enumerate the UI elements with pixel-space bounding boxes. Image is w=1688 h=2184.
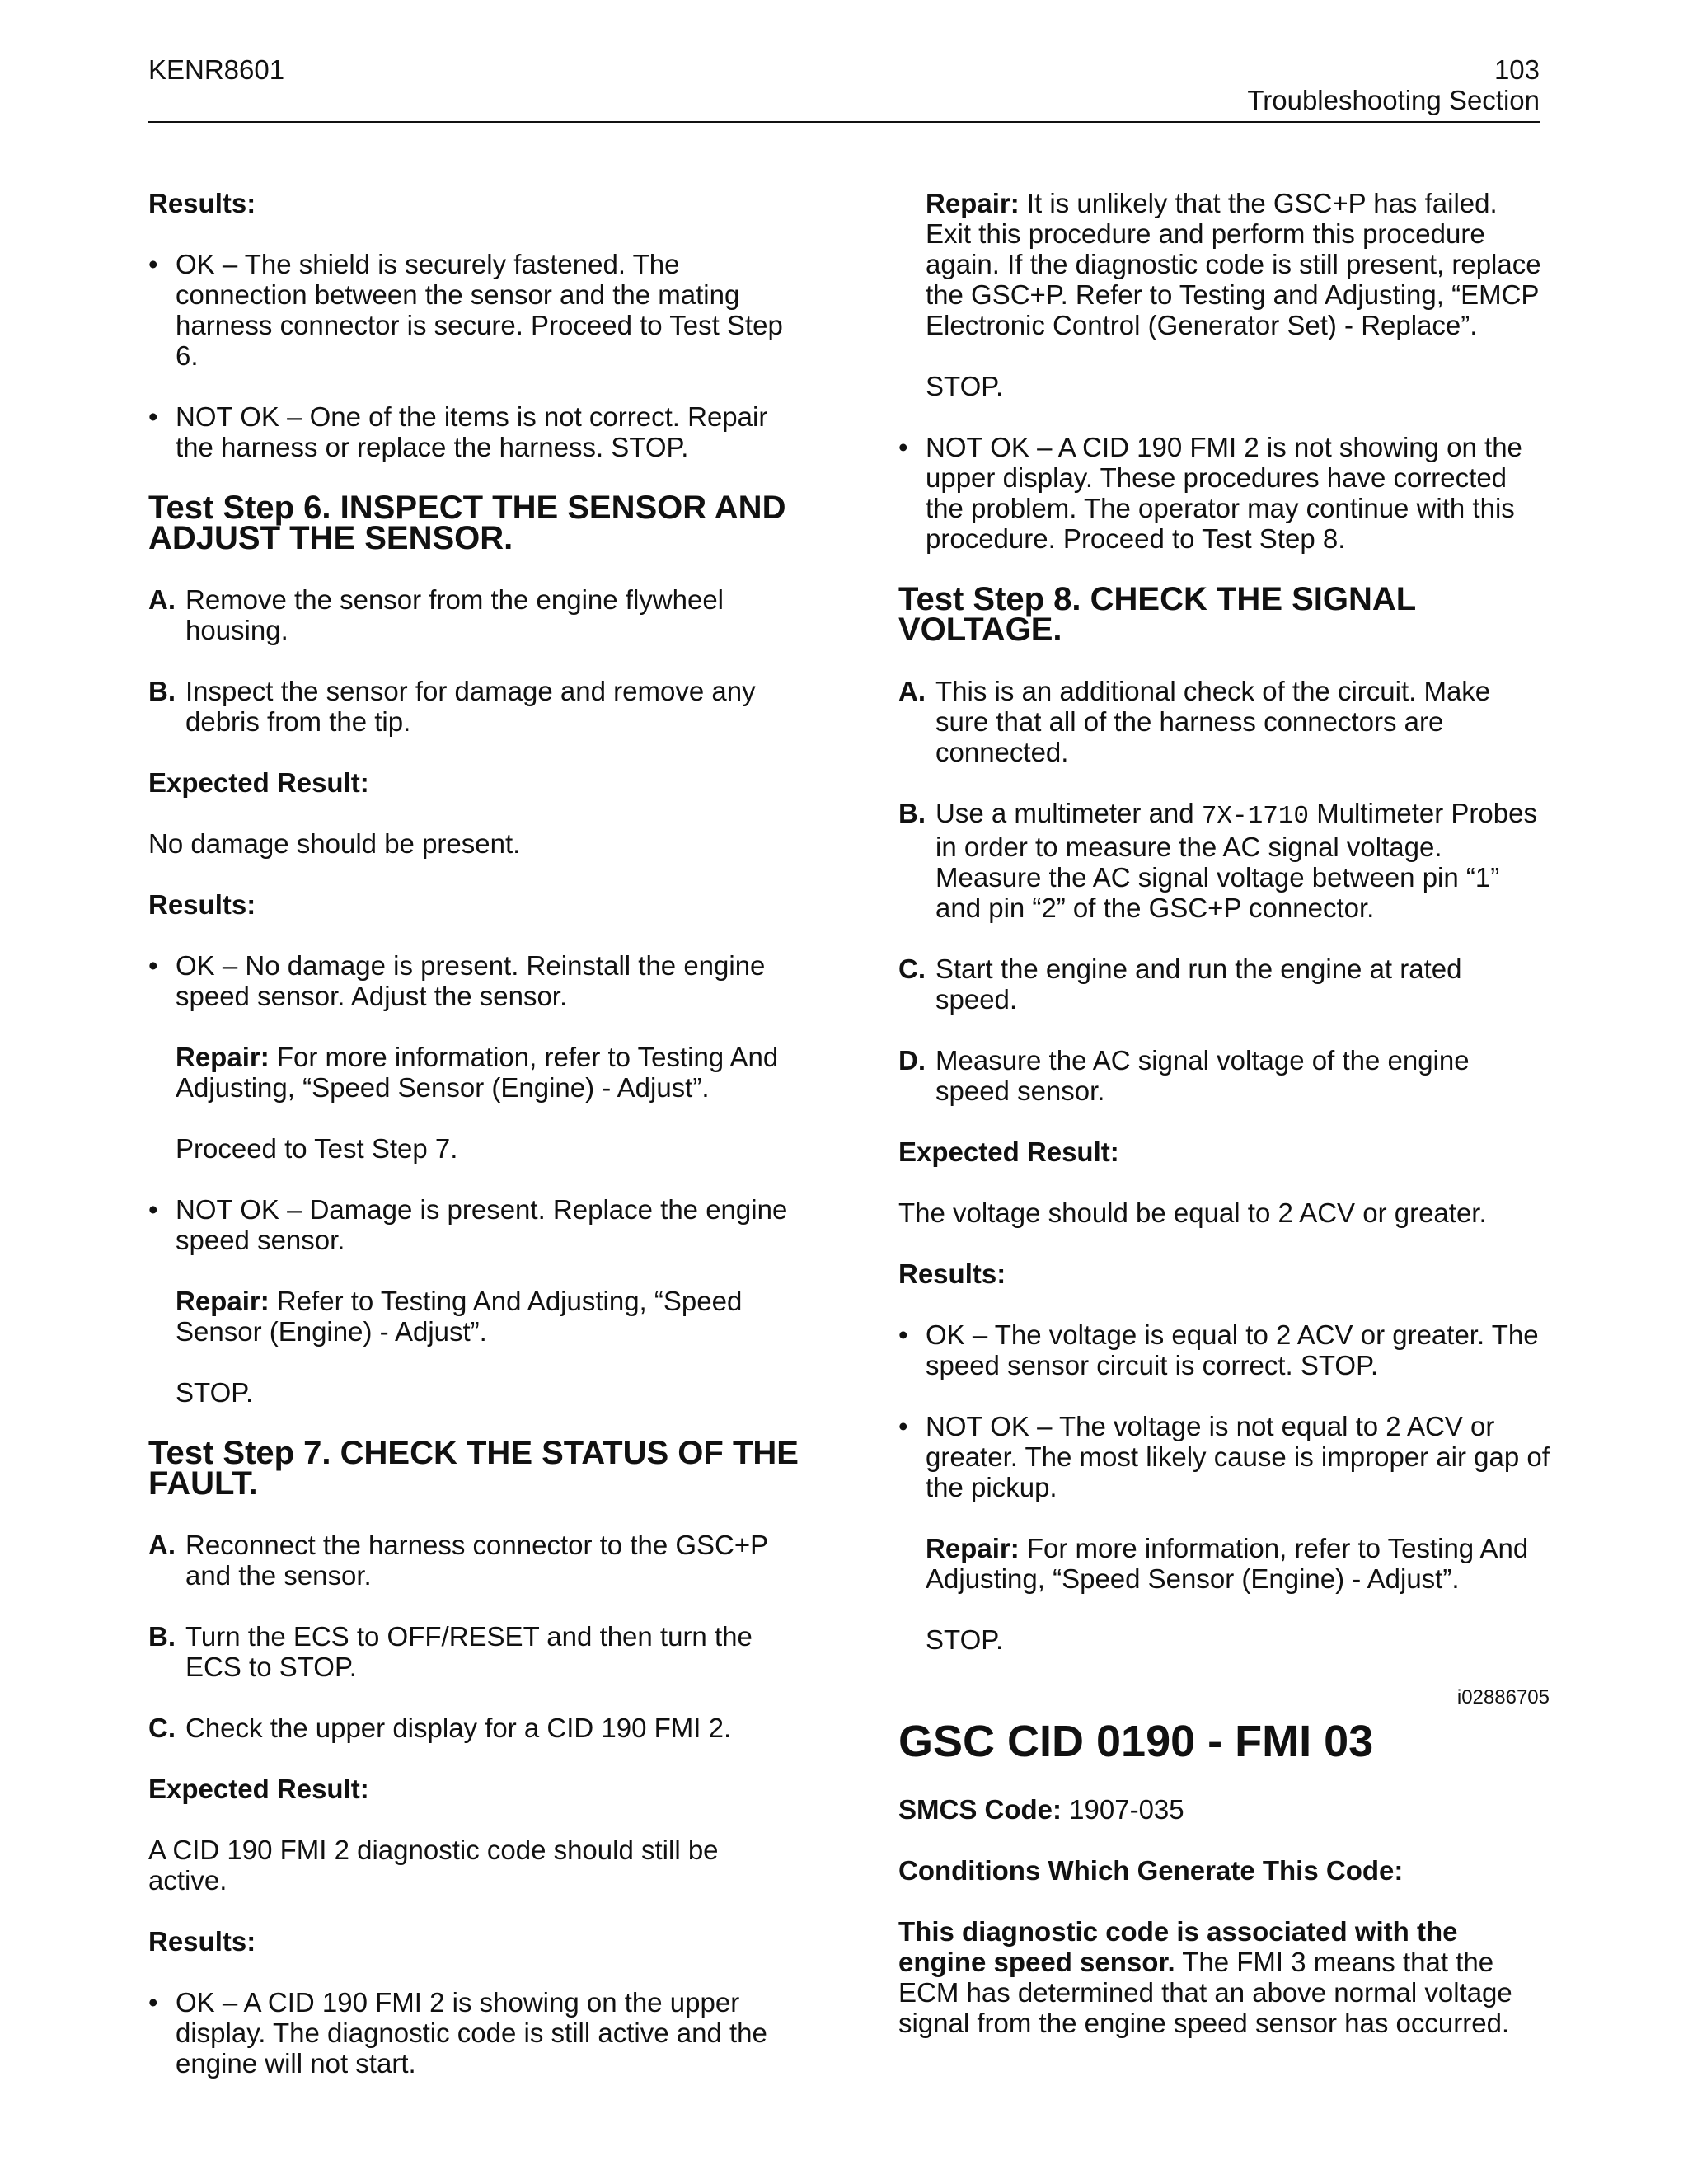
part-number: 7X-1710 xyxy=(1201,802,1310,831)
section-title: Troubleshooting Section xyxy=(1247,85,1540,115)
step-text: Start the engine and run the engine at rated speed. xyxy=(935,954,1462,1015)
step-text: Multimeter Probes in order to measure the AC signal voltage. Measure the AC signal voltage between pin “1” and pin “2” of the GSC+P connector. xyxy=(935,798,1537,923)
expected-result-text: No damage should be present. xyxy=(148,828,521,859)
step-letter: B. xyxy=(148,1621,176,1652)
stop-note: STOP. xyxy=(926,371,1004,401)
left-column xyxy=(148,188,799,2109)
stop-note: STOP. xyxy=(926,1624,1004,1655)
results-label: Results: xyxy=(148,889,256,920)
step-text: Remove the sensor from the engine flywheel housing. xyxy=(185,584,724,645)
repair-text: Refer to Testing And Adjusting, “Speed Sensor (Engine) - Adjust”. xyxy=(176,1286,743,1347)
results-label: Results: xyxy=(148,188,256,218)
procedure-step xyxy=(148,676,799,737)
step-letter: B. xyxy=(898,798,926,828)
repair-label: Repair: xyxy=(926,188,1020,218)
step-text: Check the upper display for a CID 190 FMI 2. xyxy=(185,1713,732,1743)
step-letter: D. xyxy=(898,1045,926,1076)
step-letter: A. xyxy=(898,676,926,706)
results-list xyxy=(898,432,1550,554)
results-label: Results: xyxy=(148,1926,256,1957)
results-label: Results: xyxy=(898,1258,1006,1289)
document-id: KENR8601 xyxy=(148,54,285,85)
stop-note: STOP. xyxy=(176,1377,254,1408)
list-item xyxy=(898,1411,1550,1655)
procedure-step xyxy=(148,584,799,645)
procedure-step xyxy=(898,798,1550,923)
step-text: Use a multimeter and xyxy=(935,798,1194,828)
procedure-step xyxy=(898,1045,1550,1106)
list-item: • OK – The voltage is equal to 2 ACV or greater. The speed sensor circuit is correct. STOP. xyxy=(898,1319,1550,1380)
step-letter: A. xyxy=(148,584,176,615)
conditions-text xyxy=(898,1916,1550,2038)
header-divider xyxy=(148,121,1540,123)
list-item-text: • NOT OK – Damage is present. Replace the engine speed sensor. xyxy=(176,1194,788,1255)
procedure-step xyxy=(148,1530,799,1591)
step-text: Turn the ECS to OFF/RESET and then turn the ECS to STOP. xyxy=(185,1621,753,1682)
list-item: • NOT OK – One of the items is not correct. Repair the harness or replace the harness. STOP. xyxy=(148,401,799,462)
list-item xyxy=(148,1194,799,1408)
conditions-bold-text: This diagnostic code is associated with the engine speed sensor. xyxy=(898,1916,1458,1977)
expected-result-label: Expected Result: xyxy=(898,1137,1119,1167)
repair-note xyxy=(176,1042,799,1103)
step-letter: C. xyxy=(148,1713,176,1743)
list-item: • OK – A CID 190 FMI 2 is showing on the upper display. The diagnostic code is still active and the engine will not start. xyxy=(148,1987,799,2079)
step-letter: C. xyxy=(898,954,926,984)
repair-label: Repair: xyxy=(926,1533,1020,1563)
repair-text: For more information, refer to Testing And Adjusting, “Speed Sensor (Engine) - Adjust”. xyxy=(176,1042,779,1103)
repair-note xyxy=(926,188,1550,340)
page-number: 103 xyxy=(1493,54,1540,85)
code-title: GSC CID 0190 - FMI 03 xyxy=(898,1717,1374,1766)
list-item-text: • OK – No damage is present. Reinstall the engine speed sensor. Adjust the sensor. xyxy=(176,950,766,1011)
repair-text: It is unlikely that the GSC+P has failed. Exit this procedure and perform this procedure again. If the diagnostic code is still present, replace the GSC+P. Refer to Testing and Adjusting, “EMCP Electronic Control (Generator Set) - Replace”. xyxy=(926,188,1541,340)
repair-label: Repair: xyxy=(176,1042,270,1072)
list-item xyxy=(148,950,799,1164)
results-list xyxy=(148,950,799,1408)
repair-label: Repair: xyxy=(176,1286,270,1316)
step-text: Measure the AC signal voltage of the engine speed sensor. xyxy=(935,1045,1470,1106)
step-text: Reconnect the harness connector to the GSC+P and the sensor. xyxy=(185,1530,768,1591)
results-list xyxy=(148,249,799,462)
procedure-step xyxy=(148,1713,799,1743)
test-step-heading: Test Step 6. INSPECT THE SENSOR AND ADJUST THE SENSOR. xyxy=(148,490,786,556)
step-letter: B. xyxy=(148,676,176,706)
procedure-step xyxy=(898,954,1550,1015)
proceed-note: Proceed to Test Step 7. xyxy=(176,1133,458,1164)
step-letter: A. xyxy=(148,1530,176,1560)
conditions-body-text: The FMI 3 means that the ECM has determined that an above normal voltage signal from the engine speed sensor has occurred. xyxy=(898,1947,1512,2038)
expected-result-text: The voltage should be equal to 2 ACV or greater. xyxy=(898,1197,1487,1228)
conditions-label: Conditions Which Generate This Code: xyxy=(898,1855,1404,1886)
reference-id: i02886705 xyxy=(1456,1686,1550,1708)
smcs-label: SMCS Code: xyxy=(898,1794,1062,1825)
list-item-text: • NOT OK – The voltage is not equal to 2 ACV or greater. The most likely cause is improper air gap of the pickup. xyxy=(926,1411,1550,1502)
procedure-step xyxy=(148,1621,799,1682)
smcs-code xyxy=(898,1794,1550,1825)
repair-note xyxy=(176,1286,799,1347)
expected-result-label: Expected Result: xyxy=(148,1774,369,1804)
continued-ok-item xyxy=(898,188,1550,401)
step-text: This is an additional check of the circuit. Make sure that all of the harness connectors are connected. xyxy=(935,676,1491,767)
procedure-step xyxy=(898,676,1550,767)
test-step-heading: Test Step 7. CHECK THE STATUS OF THE FAULT. xyxy=(148,1435,799,1502)
results-list xyxy=(148,1987,799,2079)
expected-result-label: Expected Result: xyxy=(148,767,369,798)
repair-note xyxy=(926,1533,1550,1594)
smcs-value: 1907-035 xyxy=(1069,1794,1184,1825)
list-item: • NOT OK – A CID 190 FMI 2 is not showing on the upper display. These procedures have corrected the problem. The operator may continue with this procedure. Proceed to Test Step 8. xyxy=(898,432,1550,554)
step-text: Inspect the sensor for damage and remove any debris from the tip. xyxy=(185,676,756,737)
expected-result-text: A CID 190 FMI 2 diagnostic code should still be active. xyxy=(148,1835,719,1896)
repair-text: For more information, refer to Testing And Adjusting, “Speed Sensor (Engine) - Adjust”. xyxy=(926,1533,1529,1594)
right-column xyxy=(898,188,1550,2069)
list-item: • OK – The shield is securely fastened. The connection between the sensor and the mating harness connector is secure. Proceed to Test Step 6. xyxy=(148,249,799,371)
test-step-heading: Test Step 8. CHECK THE SIGNAL VOLTAGE. xyxy=(898,581,1416,648)
results-list xyxy=(898,1319,1550,1655)
